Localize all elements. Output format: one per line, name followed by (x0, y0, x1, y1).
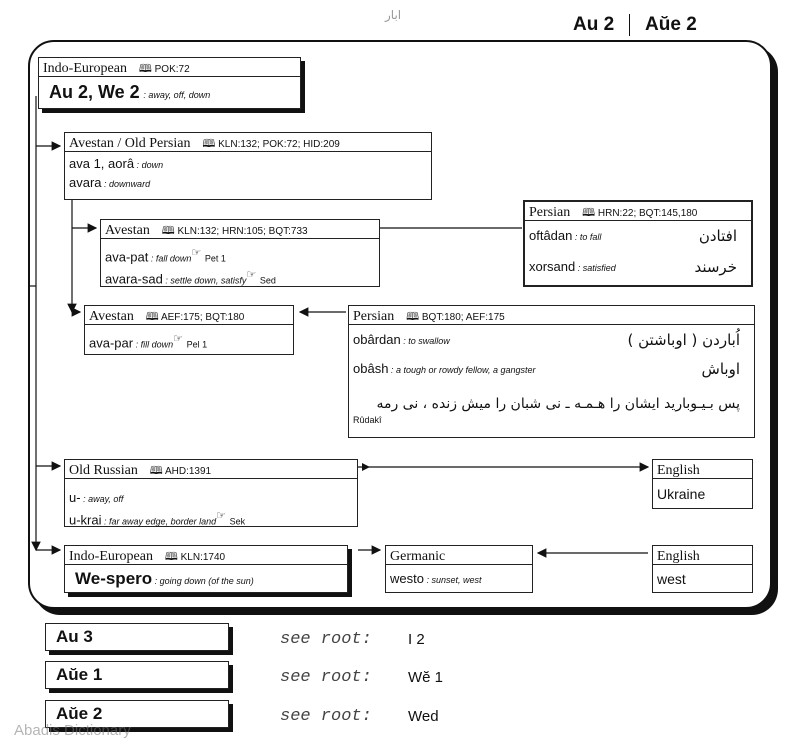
see-root-label: see root: (280, 668, 372, 687)
indo-european-root-box: Indo-European 🕮 POK:72 Au 2, We 2 : away, off, down (38, 57, 301, 109)
language-label: Persian (529, 205, 571, 220)
entry-row: u- : away, off (69, 490, 124, 505)
source-ref: 🕮 AHD:1391 (149, 465, 212, 477)
language-label: English (657, 549, 700, 564)
hand-pointer-icon: ☞ (173, 333, 183, 345)
language-label: Persian (353, 309, 395, 324)
language-label: Indo-European (43, 61, 127, 76)
source-ref: 🕮 POK:72 (138, 63, 190, 75)
root-title-right: Aŭe 2 (645, 14, 697, 36)
see-root-word-box[interactable]: Aŭe 2 (45, 700, 229, 728)
english-box-1 (652, 459, 753, 509)
see-root-word-box[interactable]: Aŭe 1 (45, 661, 229, 689)
indo-european-box-2: Indo-European 🕮 KLN:1740 We-spero : going down (of the sun) (64, 545, 348, 593)
entry-row: obâsh : a tough or rowdy fellow, a gangster اوباش (349, 356, 754, 383)
language-label: Indo-European (69, 549, 153, 564)
entry-row: ava-par : fill down☞ Pel 1 (89, 333, 208, 351)
english-box-2 (652, 545, 753, 593)
see-root-link[interactable]: I 2 (408, 631, 425, 648)
language-label: Avestan / Old Persian (69, 136, 191, 151)
source-ref: 🕮 HRN:22; BQT:145,180 (582, 207, 698, 219)
see-root-link[interactable]: Wĕ 1 (408, 669, 444, 686)
see-root-label: see root: (280, 630, 372, 649)
hand-pointer-icon: ☞ (246, 269, 257, 282)
persian-box-2 (348, 305, 755, 438)
language-label: Germanic (390, 549, 446, 564)
avestan-box-1 (100, 219, 380, 287)
hand-pointer-icon: ☞ (216, 510, 226, 522)
book-icon: 🕮 (202, 138, 216, 150)
language-label: Old Russian (69, 463, 138, 478)
entry-row: u-krai : far away edge, border land☞ Sek (69, 510, 246, 528)
root-title-left: Au 2 (573, 14, 615, 36)
root-lemma: Au 2, We 2 (49, 82, 140, 102)
hand-pointer-icon: ☞ (191, 247, 202, 259)
source-ref: 🕮 KLN:132; HRN:105; BQT:733 (161, 225, 308, 237)
top-word: ابار (385, 8, 402, 22)
watermark: Abadis Dictionary (14, 722, 131, 739)
source-ref: 🕮 KLN:132; POK:72; HID:209 (202, 138, 340, 150)
source-ref: 🕮 KLN:1740 (164, 551, 226, 563)
book-icon: 🕮 (149, 465, 163, 477)
avestan-old-persian-box (64, 132, 432, 200)
persian-word: اوباش (701, 360, 740, 378)
source-ref: 🕮 AEF:175; BQT:180 (145, 311, 245, 323)
root-lemma: We-spero (75, 569, 153, 588)
see-root-label: see root: (280, 707, 372, 726)
book-icon: 🕮 (161, 225, 175, 237)
language-label: Avestan (105, 223, 150, 238)
see-root-word-box[interactable]: Au 3 (45, 623, 229, 651)
book-icon: 🕮 (138, 63, 152, 75)
persian-word: افتادن (698, 227, 737, 245)
english-word: Ukraine (657, 486, 706, 502)
germanic-box (385, 545, 533, 593)
language-label: English (657, 463, 700, 478)
book-icon: 🕮 (164, 551, 178, 563)
persian-box-1 (523, 200, 753, 287)
language-label: Avestan (89, 309, 134, 324)
entry-row: xorsand : satisfied خرسند (525, 252, 751, 283)
entry-row: westo : sunset, west (390, 571, 482, 586)
gloss: going down (of the sun) (159, 576, 254, 586)
old-russian-box (64, 459, 358, 527)
entry-row: oftâdan : to fall افتادن (525, 221, 751, 252)
avestan-box-2 (84, 305, 294, 355)
see-root-link[interactable]: Wed (408, 708, 439, 725)
persian-quote: پس بـیـوبارید ایشان را هـمـه ـ نی شبان را میش زنده ، نی رمه (376, 396, 740, 412)
entry-row: ava-pat : fall down☞ Pet 1 (105, 247, 226, 265)
persian-word: اُباردن ( اوباشتن ) (627, 331, 740, 349)
source-ref: 🕮 BQT:180; AEF:175 (406, 311, 505, 323)
quote-author: Rûdakî (353, 415, 382, 425)
entry-row: ava 1, aorâ : down (69, 156, 164, 171)
english-word: west (657, 571, 686, 587)
persian-word: خرسند (694, 258, 737, 276)
book-icon: 🕮 (145, 311, 159, 323)
book-icon: 🕮 (406, 311, 420, 323)
entry-row: avara : downward (69, 175, 151, 190)
entry-row: obârdan : to swallow اُباردن ( اوباشتن ) (349, 325, 754, 356)
gloss: away, off, down (148, 90, 211, 100)
entry-row: avara-sad : settle down, satisfy☞ Sed (105, 269, 276, 287)
book-icon: 🕮 (582, 207, 596, 219)
